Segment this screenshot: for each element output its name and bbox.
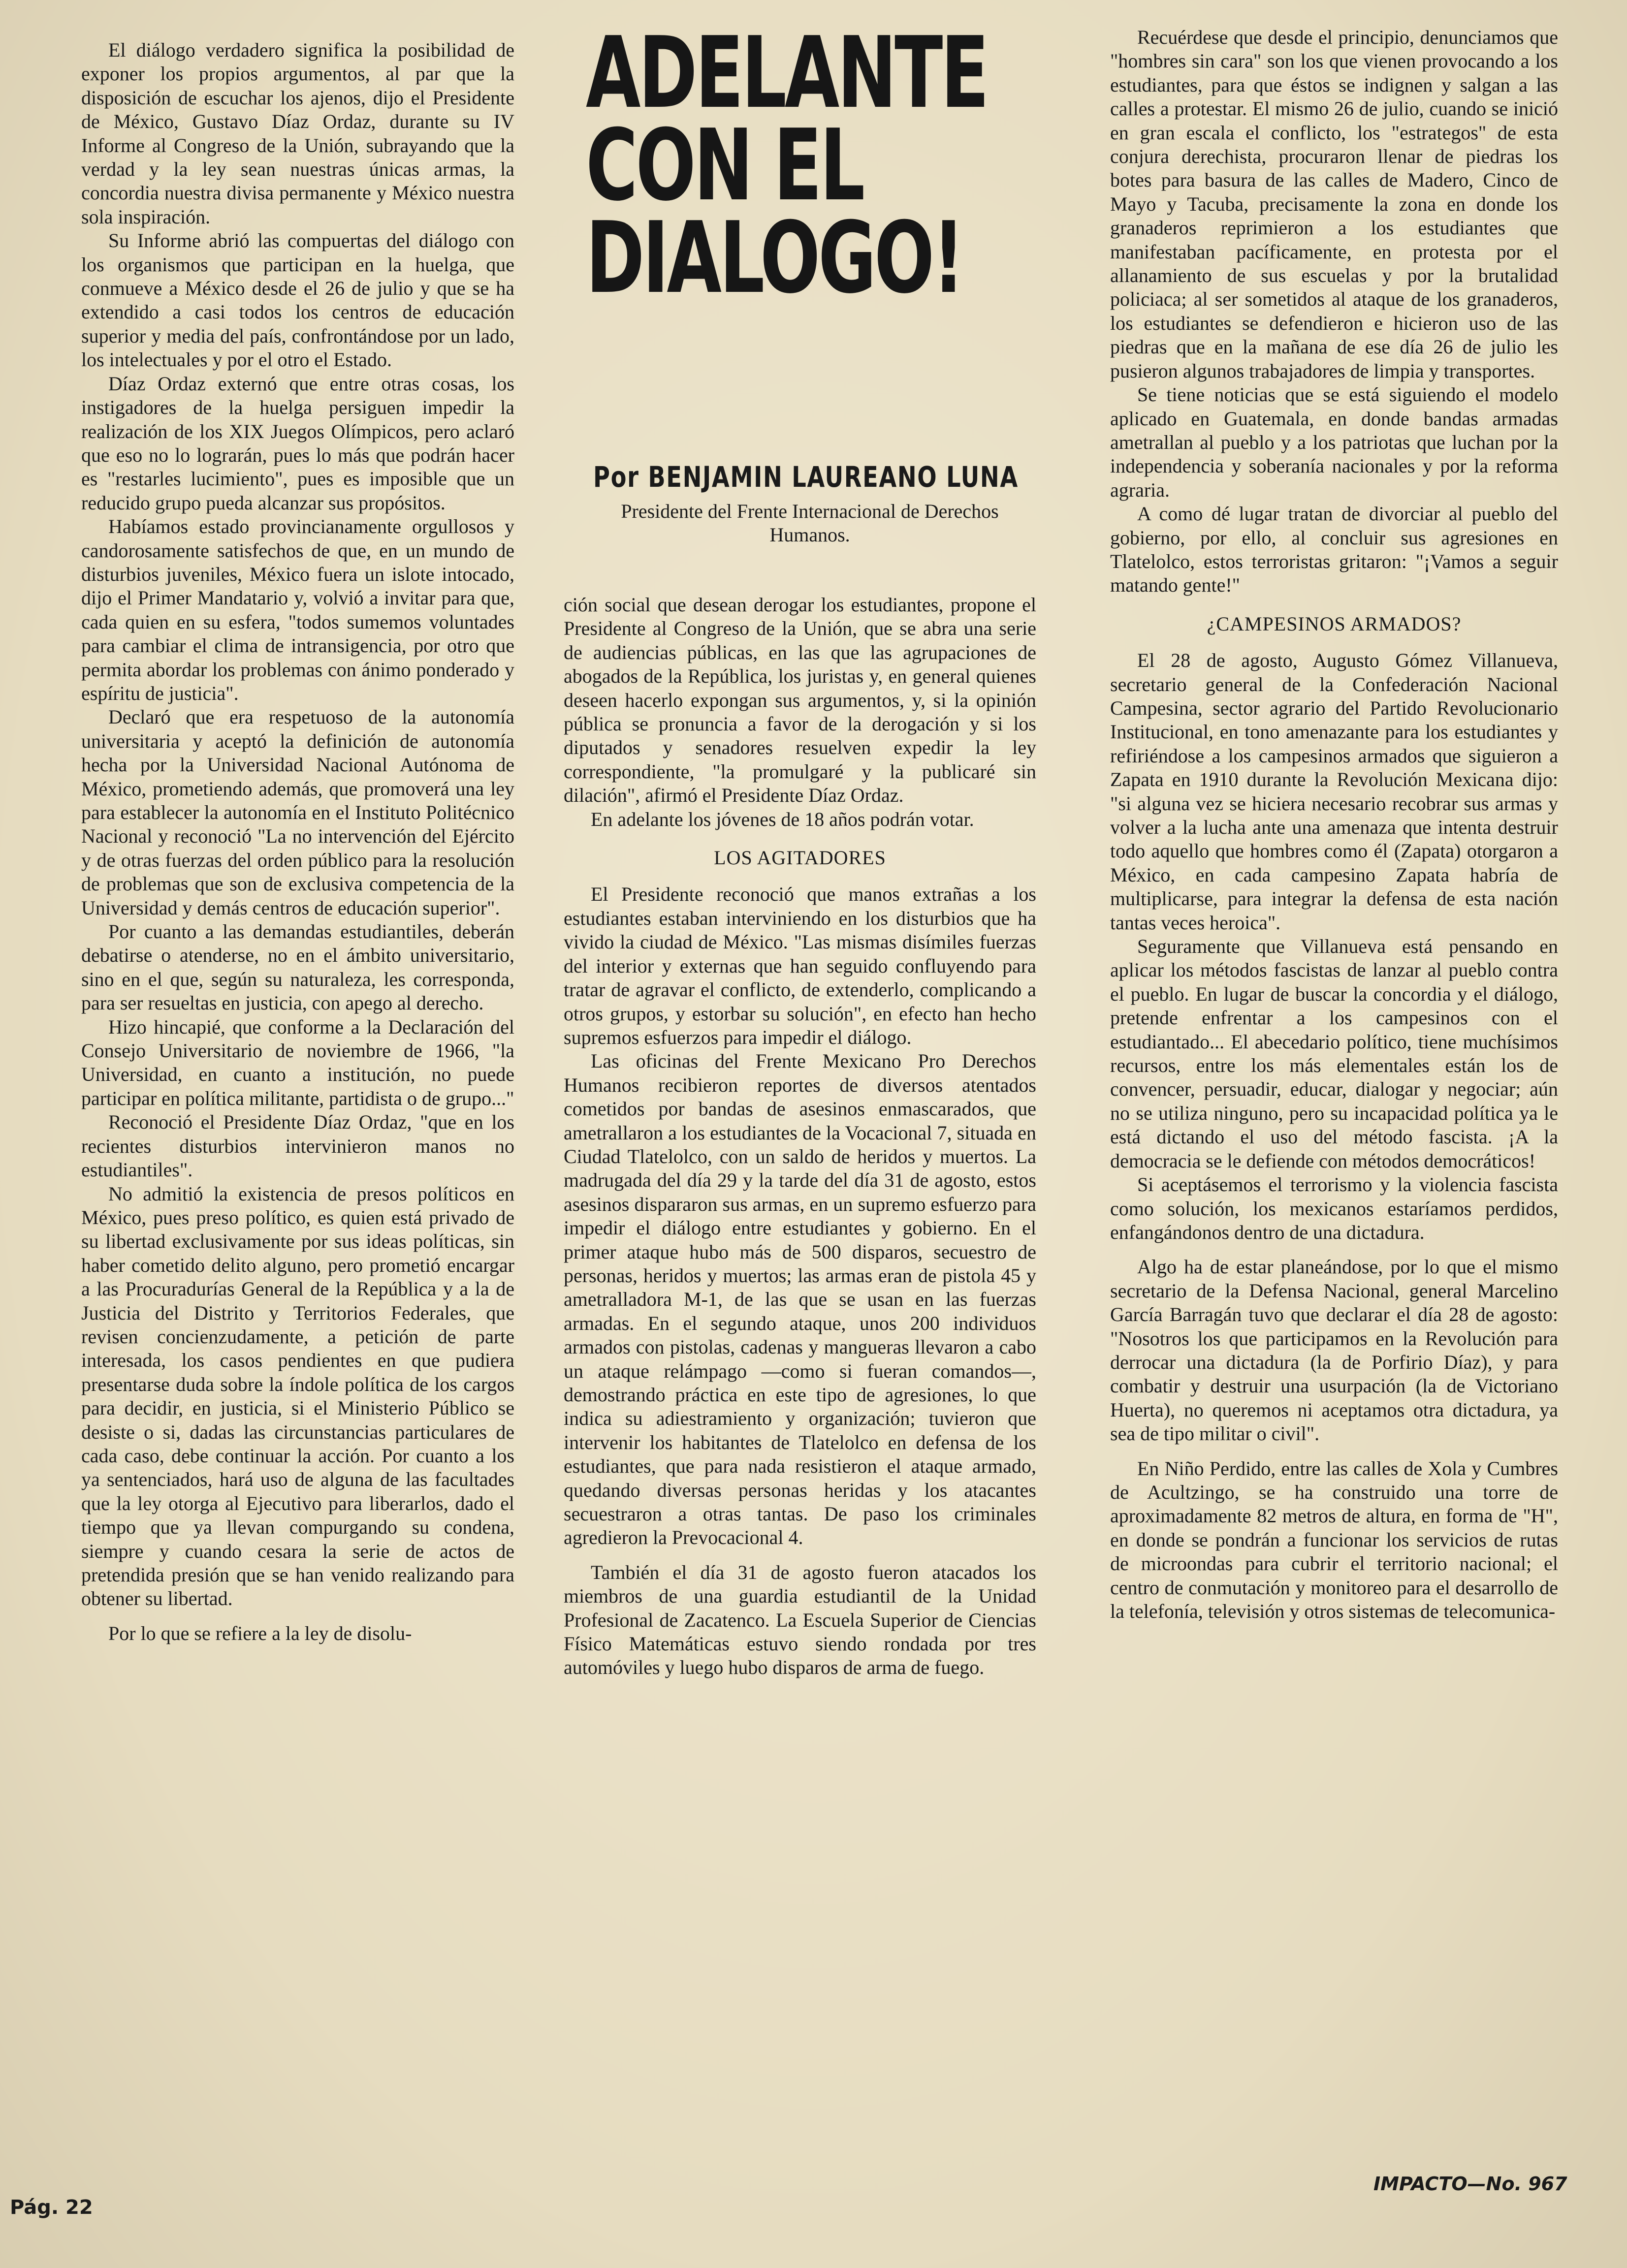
headline-line: ADELANTE (586, 16, 988, 130)
paragraph: Por cuanto a las demandas estudiantiles, deberán debatirse o atenderse, no en el ámbito universitario, sino en el que, según su naturaleza, les corresponda, para ser resueltas en justicia, con apego al derecho. (81, 920, 514, 1014)
column-center (564, 593, 1036, 1680)
paragraph: Habíamos estado provincianamente orgullosos y candorosamente satisfechos de que, en un mundo de disturbios juveniles, México fuera un islote intocado, dijo el Primer Mandatario y, volvió a invitar para que, cada quien en su esfera, "todos sumemos voluntades para cambiar el clima de intransigencia, por otro que permita abordar los problemas con ánimo ponderado y espíritu de justicia". (81, 515, 514, 704)
section-heading: LOS AGITADORES (714, 847, 886, 869)
paragraph: Hizo hincapié, que conforme a la Declaración del Consejo Universitario de noviembre de 1966, "la Universidad, en cuanto a institución, no puede participar en política militante, partidista o de grupo..." (81, 1015, 514, 1109)
paragraph: Algo ha de estar planeándose, por lo que el mismo secretario de la Defensa Nacional, general Marcelino García Barragán tuvo que declarar el día 28 de agosto: "Nosotros los que participamos en la Revolución para derrocar una dictadura (la de Porfirio Díaz), y para combatir y destruir una usurpación (la de Victoriano Huerta), no queremos ni aceptamos otra dictadura, ya sea de tipo militar o civil". (1110, 1256, 1558, 1445)
paragraph: El diálogo verdadero significa la posibilidad de exponer los propios argumentos, al par que la disposición de escuchar los ajenos, dijo el Presidente de México, Gustavo Díaz Ordaz, durante su IV Informe al Congreso de la Unión, subrayando que la verdad y la ley sean nuestras únicas armas, la concordia nuestra divisa permanente y México nuestra sola inspiración. (81, 39, 514, 228)
publication-issue: IMPACTO—No. 967 (1373, 2173, 1567, 2195)
headline-line: DIALOGO! (586, 201, 963, 315)
paragraph: Seguramente que Villanueva está pensando en aplicar los métodos fascistas de lanzar al pueblo contra el pueblo. En lugar de buscar la concordia y el diálogo, pretende enfrentar a los campesinos con el estudiantado... El abecedario político, tiene muchísimos recursos, entre los más elementales están los de convencer, persuadir, educar, dialogar y negociar; aún no se utiliza ninguno, pero su incapacidad política ya le está dictando el uso del método fascista. ¡A la democracia se le defiende con métodos democráticos! (1110, 935, 1558, 1172)
paragraph: Recuérdese que desde el principio, denunciamos que "hombres sin cara" son los que vienen provocando a los estudiantes, para que éstos se indignen y salgan a las calles a protestar. El mismo 26 de julio, cuando se inició en gran escala el conflicto, los "estrategos" de esta conjura derechista, procuraron llenar de piedras los botes para basura de las calles de Madero, Cinco de Mayo y Tacuba, precisamente la zona en donde los granaderos reprimieron a los estudiantes que manifestaban pacíficamente, en protesta por el allanamiento de sus escuelas y por la brutalidad policiaca; al ser sometidos al ataque de los granaderos, los estudiantes se defendieron e hicieron uso de las piedras que en la mañana de ese día 26 de julio les pusieron algunos trabajadores de limpia y transportes. (1110, 26, 1558, 382)
page-number: Pág. 22 (10, 2196, 93, 2219)
headline-line: CON EL (586, 108, 863, 223)
column-right (1110, 26, 1558, 1623)
paragraph: En adelante los jóvenes de 18 años podrán votar. (591, 808, 974, 830)
paragraph: Su Informe abrió las compuertas del diálogo con los organismos que participan en la huelga, que conmueve a México desde el 26 de julio y que se ha extendido a casi todos los centros de educación superior y media del país, confrontándose por un lado, los intelectuales y por el otro el Estado. (81, 229, 514, 371)
paragraph: También el día 31 de agosto fueron atacados los miembros de una guardia estudiantil de la Unidad Profesional de Zacatenco. La Escuela Superior de Ciencias Físico Matemáticas estuvo siendo rondada por tres automóviles y luego hubo disparos de arma de fuego. (564, 1561, 1036, 1679)
column-left (81, 38, 514, 1645)
paragraph: Se tiene noticias que se está siguiendo el modelo aplicado en Guatemala, en donde bandas armadas ametrallan al pueblo y a los patriotas que luchan por la independencia y soberanía nacionales y por la reforma agraria. (1110, 383, 1558, 501)
paragraph: Declaró que era respetuoso de la autonomía universitaria y aceptó la definición de autonomía hecha por la Universidad Nacional Autónoma de México, prometiendo además, que promoverá una ley para establecer la autonomía en el Instituto Politécnico Nacional y reconoció "La no intervención del Ejército y de otras fuerzas del orden público para la resolución de problemas que son de exclusiva competencia de la Universidad y demás centros de educación superior". (81, 706, 514, 919)
paragraph: Las oficinas del Frente Mexicano Pro Derechos Humanos recibieron reportes de diversos atentados cometidos por bandas de asesinos enmascarados, que ametrallaron a los estudiantes de la Vocacional 7, situada en Ciudad Tlatelolco, con un saldo de heridos y muertos. La madrugada del día 29 y la tarde del día 31 de agosto, estos asesinos dispararon sus armas, en un supremo esfuerzo para impedir el diálogo entre estudiantes y gobierno. En el primer ataque hubo más de 500 disparos, secuestro de personas, heridos y muertos; las armas eran de pistola 45 y ametralladora M-1, de las que se usan en las fuerzas armadas. En el segundo ataque, unos 200 individuos armados con pistolas, cadenas y mangueras llevaron a cabo un ataque relámpago —como si fueran comandos—, demostrando práctica en este tipo de agresiones, lo que indica su adiestramiento y organización; tuvieron que intervenir los habitantes de Tlatelolco en defensa de los estudiantes, que para nada resistieron el ataque armado, quedando diversas personas heridas y los atacantes secuestraron a otras tantas. De paso los criminales agredieron la Prevocacional 4. (564, 1050, 1036, 1549)
author-title: Presidente del Frente Internacional de Derechos Humanos. (621, 500, 999, 546)
paragraph: Por lo que se refiere a la ley de disolu- (108, 1622, 412, 1644)
author-byline: Por BENJAMIN LAUREANO LUNA (593, 460, 1019, 494)
paragraph: No admitió la existencia de presos políticos en México, pues preso político, es quien está privado de su libertad exclusivamente por sus ideas políticas, sin haber cometido delito alguno, pero prometió encargar a las Procuradurías General de la República y a la de Justicia del Distrito y Territorios Federales, que revisen concienzudamente, a petición de parte interesada, los casos pendientes en que pudiera presentarse duda sobre la índole política de los cargos para decidir, en justicia, si el Ministerio Público se desiste o si, dadas las circunstancias particulares de cada caso, debe continuar la acción. Por cuanto a los ya sentenciados, hará uso de alguna de las facultades que la ley otorga al Ejecutivo para liberarlos, dado el tiempo que ya llevan compurgando su condena, siempre y cuando cesara la serie de actos de pretendida presión que se han venido realizando para obtener su libertad. (81, 1182, 514, 1610)
paragraph: Díaz Ordaz externó que entre otras cosas, los instigadores de la huelga persiguen impedir la realización de los XIX Juegos Olímpicos, pero aclaró que eso no lo lograrán, pues lo más que podrán hacer es "restarles lucimiento", pues es imposible que un reducido grupo pueda alcanzar sus propósitos. (81, 372, 514, 514)
paragraph: A como dé lugar tratan de divorciar al pueblo del gobierno, por ello, al concluir sus agresiones en Tlatelolco, estos terroristas gritaron: "¡Vamos a seguir matando gente!" (1110, 503, 1558, 597)
section-heading: ¿CAMPESINOS ARMADOS? (1207, 612, 1462, 635)
headline (586, 16, 1053, 315)
paragraph: El Presidente reconoció que manos extrañas a los estudiantes estaban interviniendo en los disturbios que ha vivido la ciudad de México. "Las mismas disímiles fuerzas del interior y externas que han seguido confluyendo para tratar de agravar el conflicto, de extenderlo, complicando a otros grupos, y estorbar su solución", en efecto han hecho supremos esfuerzos para impedir el diálogo. (564, 883, 1036, 1048)
paragraph: Si aceptásemos el terrorismo y la violencia fascista como solución, los mexicanos estaríamos perdidos, enfangándonos dentro de una dictadura. (1110, 1173, 1558, 1243)
paragraph: En Niño Perdido, entre las calles de Xola y Cumbres de Acultzingo, se ha construido una torre de aproximadamente 82 metros de altura, en forma de "H", en donde se pondrán a funcionar los servicios de rutas de microondas para cubrir el territorio nacional; el centro de conmutación y monitoreo para el desarrollo de la telefonía, televisión y otros sistemas de telecomunica- (1110, 1457, 1558, 1622)
paragraph: El 28 de agosto, Augusto Gómez Villanueva, secretario general de la Confederación Nacional Campesina, sector agrario del Partido Revolucionario Institucional, en tono amenazante para los estudiantes y refiriéndose a los campesinos armados que siguieron a Zapata en 1910 durante la Revolución Mexicana dijo: "si alguna vez se hiciera necesario recobrar sus armas y volver a la lucha ante una amenaza que intenta destruir todo aquello que hombres como él (Zapata) otorgaron a México, en cada campesino Zapata habría de multiplicarse, para integrar la defensa de esta nación tantas veces heroica". (1110, 649, 1558, 934)
paragraph: Reconoció el Presidente Díaz Ordaz, "que en los recientes disturbios intervinieron manos no estudiantiles". (81, 1111, 514, 1181)
paragraph: ción social que desean derogar los estudiantes, propone el Presidente al Congreso de la Unión, que se abra una serie de audiencias públicas, en las que las agrupaciones de abogados de la República, los juristas y, en general quienes deseen hacerlo expongan sus argumentos, y, si la opinión pública se pronuncia a favor de la derogación y si los diputados y senadores resuelven expedir la ley correspondiente, "la promulgaré y la publicaré sin dilación", afirmó el Presidente Díaz Ordaz. (564, 594, 1036, 807)
